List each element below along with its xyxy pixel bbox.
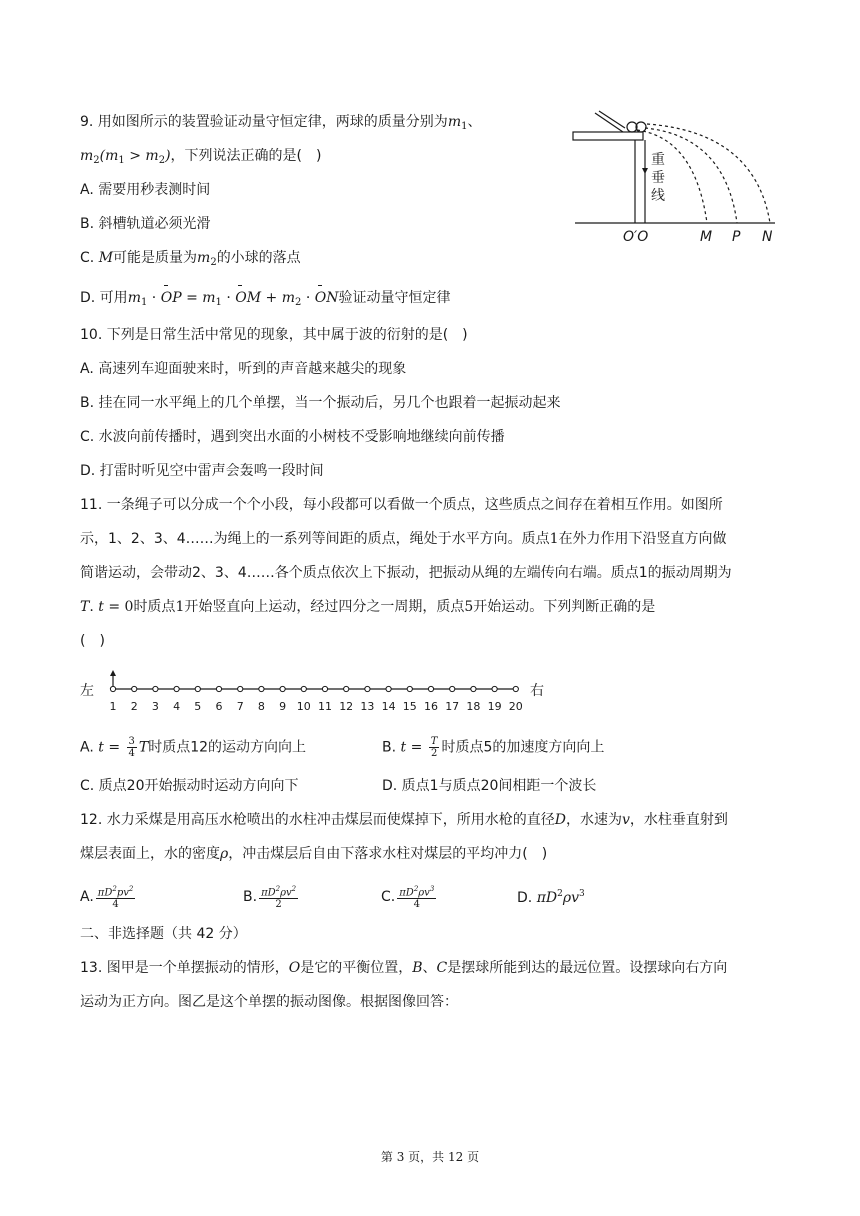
q11-option-a: A. t = $\frac{3}{4}$ T时质点12的运动方向向上 bbox=[80, 736, 307, 759]
q12-line-1: 12. 水力采煤是用高压水枪喷出的水柱冲击煤层而使煤掉下，所用水枪的直径D，水速为v，水柱垂直射到 bbox=[80, 812, 728, 828]
q10-option-a: A. 高速列车迎面驶来时，听到的声音越来越尖的现象 bbox=[80, 361, 407, 377]
q10-option-b: B. 挂在同一水平绳上的几个单摆，当一个振动后，另几个也跟着一起振动起来 bbox=[80, 395, 561, 411]
rope-point bbox=[280, 686, 285, 691]
q11-option-d: D. 质点1与质点20间相距一个波长 bbox=[382, 778, 597, 794]
rope-point-number: 19 bbox=[487, 700, 502, 713]
q11-line-1: 11. 一条绳子可以分成一个个小段，每小段都可以看做一个质点，这些质点之间存在着相互作用。如图所 bbox=[80, 497, 723, 513]
rope-point-number: 5 bbox=[194, 700, 202, 713]
rope-point-number: 7 bbox=[236, 700, 244, 713]
rope-point-number: 17 bbox=[445, 700, 460, 713]
rope-point-number: 2 bbox=[130, 700, 138, 713]
plumb-label-1: 重 bbox=[651, 152, 665, 168]
rope-point bbox=[513, 686, 518, 691]
label-p: P bbox=[732, 229, 741, 245]
plumb-label-2: 垂 bbox=[651, 170, 665, 186]
left-label: 左 bbox=[80, 683, 94, 699]
q9-option-d: D. 可用$m_1$ · OP = $m_1$ · OM + $m_2$ · ON验证动量守恒定律 bbox=[80, 290, 451, 308]
rope-point-number: 13 bbox=[360, 700, 375, 713]
rope-point-number: 9 bbox=[279, 700, 287, 713]
q12-option-a: A. $\frac{\pi D^2pv^2}{4}$ bbox=[80, 885, 134, 911]
rope-point bbox=[195, 686, 200, 691]
q11-line-3: 简谐运动，会带动2、3、4……各个质点依次上下振动，把振动从绳的左端传向右端。质点1的振动周期为 bbox=[80, 565, 732, 581]
up-arrow-head bbox=[110, 670, 116, 676]
rope-point bbox=[492, 686, 497, 691]
q11-line-4: T. t = 0时质点1开始竖直向上运动，经过四分之一周期，质点5开始运动。下列判断正确的是 bbox=[80, 599, 656, 615]
q9-option-b: B. 斜槽轨道必须光滑 bbox=[80, 216, 211, 232]
label-n: N bbox=[762, 229, 773, 245]
chute-ramp bbox=[595, 113, 623, 132]
rope-point bbox=[322, 686, 327, 691]
rope-point-number: 16 bbox=[424, 700, 438, 713]
q11-line-2: 示，1、2、3、4……为绳上的一系列等间距的质点，绳处于水平方向。质点1在外力作用下沿竖直方向做 bbox=[80, 531, 727, 547]
q9-stem-line-2: $m_2(m_1 > m_2)$，下列说法正确的是( ) bbox=[80, 148, 322, 166]
rope-point bbox=[407, 686, 412, 691]
rope-point-number: 4 bbox=[173, 700, 181, 713]
q12-option-d: D. $\pi D^2\rho v^3$ bbox=[517, 889, 585, 906]
q10-option-d: D. 打雷时听见空中雷声会轰鸣一段时间 bbox=[80, 463, 324, 479]
q12-option-b: B. $\frac{\pi D^2\rho v^2}{2}$ bbox=[243, 885, 297, 911]
rope-point bbox=[344, 686, 349, 691]
rope-numbers bbox=[110, 700, 523, 713]
rope-point bbox=[238, 686, 243, 691]
rope-point bbox=[365, 686, 370, 691]
q10-option-c: C. 水波向前传播时，遇到突出水面的小树枝不受影响地继续向前传播 bbox=[80, 429, 505, 445]
rope-point-number: 3 bbox=[151, 700, 159, 713]
q11-option-c: C. 质点20开始振动时运动方向向下 bbox=[80, 778, 299, 794]
rope-point bbox=[301, 686, 306, 691]
label-m: M bbox=[700, 229, 713, 245]
rope-point-number: 18 bbox=[466, 700, 481, 713]
q9-option-a: A. 需要用秒表测时间 bbox=[80, 182, 211, 198]
trajectory-n bbox=[647, 124, 770, 223]
right-label: 右 bbox=[530, 683, 544, 699]
q12-option-c: C. $\frac{\pi D^2\rho v^3}{4}$ bbox=[381, 885, 435, 911]
rope-point-number: 20 bbox=[508, 700, 523, 713]
plumb-label-3: 线 bbox=[651, 188, 665, 204]
q13-line-2: 运动为正方向。图乙是这个单摆的振动图像。根据图像回答： bbox=[80, 994, 458, 1010]
rope-point bbox=[259, 686, 264, 691]
rope-point bbox=[110, 686, 115, 691]
trajectory-m bbox=[637, 130, 707, 223]
rope-point bbox=[174, 686, 179, 691]
q12-line-2: 煤层表面上，水的密度ρ，冲击煤层后自由下落求水柱对煤层的平均冲力( ) bbox=[80, 846, 548, 862]
rope-point bbox=[471, 686, 476, 691]
rope-point-number: 10 bbox=[296, 700, 311, 713]
rope-point bbox=[428, 686, 433, 691]
q9-apparatus-figure bbox=[565, 108, 785, 248]
rope-point-number: 14 bbox=[381, 700, 396, 713]
rope-point-number: 8 bbox=[257, 700, 265, 713]
rope-point bbox=[153, 686, 158, 691]
rope-point-number: 15 bbox=[402, 700, 417, 713]
rope-point-number: 11 bbox=[318, 700, 332, 713]
rope-point bbox=[132, 686, 137, 691]
rope-point bbox=[450, 686, 455, 691]
q11-rope-figure bbox=[78, 668, 558, 718]
rope-point-number: 6 bbox=[215, 700, 223, 713]
page-footer: 第 3 页，共 12 页 bbox=[380, 1150, 480, 1164]
q10-stem: 10. 下列是日常生活中常见的现象，其中属于波的衍射的是( ) bbox=[80, 327, 468, 343]
rope-point bbox=[216, 686, 221, 691]
q9-stem-line-1: 9. 用如图所示的装置验证动量守恒定律，两球的质量分别为$m_1$、 bbox=[80, 114, 482, 132]
rope-point bbox=[386, 686, 391, 691]
label-oo: O′O bbox=[623, 229, 649, 245]
q13-line-1: 13. 图甲是一个单摆振动的情形，O是它的平衡位置，B、C是摆球所能到达的最远位置。设摆球向右方向 bbox=[80, 960, 728, 976]
q11-line-5: ( ) bbox=[80, 633, 105, 649]
chute-table bbox=[573, 132, 643, 140]
plumb-arrow bbox=[642, 168, 648, 174]
q11-option-b: B. t = $\frac{T}{2}$ 时质点5的加速度方向向上 bbox=[382, 736, 605, 759]
rope-point-number: 1 bbox=[109, 700, 117, 713]
section-2-heading: 二、非选择题（共 42 分） bbox=[80, 926, 247, 942]
q9-option-c: C. M可能是质量为$m_2$的小球的落点 bbox=[80, 250, 301, 268]
rope-point-number: 12 bbox=[339, 700, 354, 713]
